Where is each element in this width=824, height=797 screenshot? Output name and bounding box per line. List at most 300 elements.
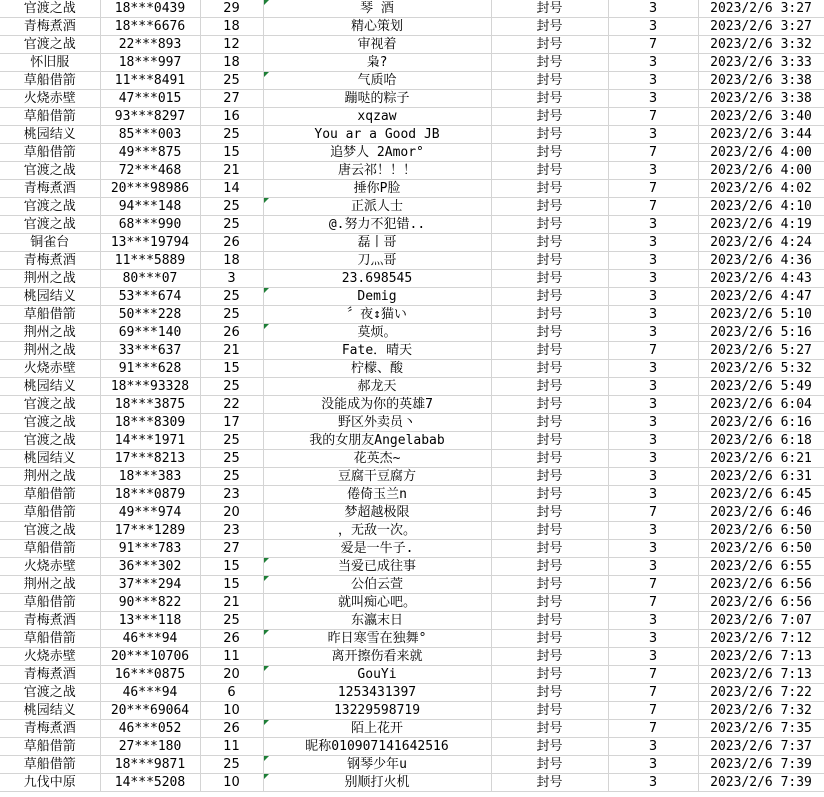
- action-cell[interactable]: 封号: [491, 774, 608, 792]
- timestamp-cell[interactable]: 2023/2/6 4:00: [698, 162, 824, 180]
- nickname-cell[interactable]: 郝龙天: [263, 378, 491, 396]
- action-cell[interactable]: 封号: [491, 108, 608, 126]
- level-cell[interactable]: 25: [200, 756, 263, 774]
- account-id-cell[interactable]: 11***8491: [100, 72, 200, 90]
- level-cell[interactable]: 10: [200, 774, 263, 792]
- account-id-cell[interactable]: 18***8309: [100, 414, 200, 432]
- level-cell[interactable]: 25: [200, 126, 263, 144]
- server-cell[interactable]: 青梅煮酒: [0, 252, 100, 270]
- level-cell[interactable]: 26: [200, 630, 263, 648]
- timestamp-cell[interactable]: 2023/2/6 5:16: [698, 324, 824, 342]
- ban-days-cell[interactable]: 3: [608, 522, 698, 540]
- ban-days-cell[interactable]: 7: [608, 108, 698, 126]
- action-cell[interactable]: 封号: [491, 450, 608, 468]
- action-cell[interactable]: 封号: [491, 666, 608, 684]
- account-id-cell[interactable]: 13***19794: [100, 234, 200, 252]
- timestamp-cell[interactable]: 2023/2/6 4:43: [698, 270, 824, 288]
- nickname-cell[interactable]: 当爱已成往事: [263, 558, 491, 576]
- level-cell[interactable]: 27: [200, 540, 263, 558]
- timestamp-cell[interactable]: 2023/2/6 7:13: [698, 666, 824, 684]
- action-cell[interactable]: 封号: [491, 540, 608, 558]
- account-id-cell[interactable]: 91***783: [100, 540, 200, 558]
- nickname-cell[interactable]: 枭?: [263, 54, 491, 72]
- nickname-cell[interactable]: 审视着: [263, 36, 491, 54]
- server-cell[interactable]: 官渡之战: [0, 414, 100, 432]
- account-id-cell[interactable]: 22***893: [100, 36, 200, 54]
- timestamp-cell[interactable]: 2023/2/6 5:27: [698, 342, 824, 360]
- level-cell[interactable]: 25: [200, 288, 263, 306]
- server-cell[interactable]: 荆州之战: [0, 324, 100, 342]
- account-id-cell[interactable]: 11***5889: [100, 252, 200, 270]
- ban-days-cell[interactable]: 7: [608, 594, 698, 612]
- ban-days-cell[interactable]: 3: [608, 306, 698, 324]
- nickname-cell[interactable]: ，无敌一次。: [263, 522, 491, 540]
- ban-days-cell[interactable]: 3: [608, 612, 698, 630]
- server-cell[interactable]: 草船借箭: [0, 540, 100, 558]
- ban-days-cell[interactable]: 3: [608, 414, 698, 432]
- account-id-cell[interactable]: 18***997: [100, 54, 200, 72]
- nickname-cell[interactable]: GouYi: [263, 666, 491, 684]
- action-cell[interactable]: 封号: [491, 216, 608, 234]
- server-cell[interactable]: 草船借箭: [0, 144, 100, 162]
- level-cell[interactable]: 25: [200, 72, 263, 90]
- server-cell[interactable]: 青梅煮酒: [0, 666, 100, 684]
- action-cell[interactable]: 封号: [491, 414, 608, 432]
- server-cell[interactable]: 桃园结义: [0, 378, 100, 396]
- ban-days-cell[interactable]: 3: [608, 18, 698, 36]
- ban-days-cell[interactable]: 7: [608, 666, 698, 684]
- server-cell[interactable]: 草船借箭: [0, 72, 100, 90]
- nickname-cell[interactable]: 柠檬、酸: [263, 360, 491, 378]
- level-cell[interactable]: 11: [200, 648, 263, 666]
- level-cell[interactable]: 6: [200, 684, 263, 702]
- level-cell[interactable]: 3: [200, 270, 263, 288]
- timestamp-cell[interactable]: 2023/2/6 4:19: [698, 216, 824, 234]
- ban-days-cell[interactable]: 3: [608, 162, 698, 180]
- ban-days-cell[interactable]: 3: [608, 270, 698, 288]
- timestamp-cell[interactable]: 2023/2/6 6:56: [698, 594, 824, 612]
- server-cell[interactable]: 草船借箭: [0, 738, 100, 756]
- timestamp-cell[interactable]: 2023/2/6 4:36: [698, 252, 824, 270]
- action-cell[interactable]: 封号: [491, 90, 608, 108]
- nickname-cell[interactable]: 磊丨哥: [263, 234, 491, 252]
- nickname-cell[interactable]: 蹦哒的粽子: [263, 90, 491, 108]
- timestamp-cell[interactable]: 2023/2/6 3:38: [698, 72, 824, 90]
- account-id-cell[interactable]: 72***468: [100, 162, 200, 180]
- action-cell[interactable]: 封号: [491, 720, 608, 738]
- level-cell[interactable]: 21: [200, 594, 263, 612]
- ban-days-cell[interactable]: 3: [608, 90, 698, 108]
- level-cell[interactable]: 11: [200, 738, 263, 756]
- nickname-cell[interactable]: xqzaw: [263, 108, 491, 126]
- nickname-cell[interactable]: 23.698545: [263, 270, 491, 288]
- ban-days-cell[interactable]: 3: [608, 0, 698, 18]
- level-cell[interactable]: 15: [200, 558, 263, 576]
- timestamp-cell[interactable]: 2023/2/6 6:45: [698, 486, 824, 504]
- timestamp-cell[interactable]: 2023/2/6 3:27: [698, 18, 824, 36]
- timestamp-cell[interactable]: 2023/2/6 6:50: [698, 540, 824, 558]
- nickname-cell[interactable]: 追梦人 2Amor°: [263, 144, 491, 162]
- ban-days-cell[interactable]: 3: [608, 432, 698, 450]
- level-cell[interactable]: 26: [200, 720, 263, 738]
- level-cell[interactable]: 23: [200, 486, 263, 504]
- server-cell[interactable]: 火烧赤壁: [0, 648, 100, 666]
- level-cell[interactable]: 12: [200, 36, 263, 54]
- server-cell[interactable]: 九伐中原: [0, 774, 100, 792]
- timestamp-cell[interactable]: 2023/2/6 6:21: [698, 450, 824, 468]
- server-cell[interactable]: 荆州之战: [0, 576, 100, 594]
- account-id-cell[interactable]: 93***8297: [100, 108, 200, 126]
- server-cell[interactable]: 官渡之战: [0, 36, 100, 54]
- action-cell[interactable]: 封号: [491, 306, 608, 324]
- timestamp-cell[interactable]: 2023/2/6 4:47: [698, 288, 824, 306]
- account-id-cell[interactable]: 18***6676: [100, 18, 200, 36]
- ban-days-cell[interactable]: 7: [608, 684, 698, 702]
- action-cell[interactable]: 封号: [491, 0, 608, 18]
- level-cell[interactable]: 21: [200, 342, 263, 360]
- ban-days-cell[interactable]: 3: [608, 54, 698, 72]
- action-cell[interactable]: 封号: [491, 54, 608, 72]
- timestamp-cell[interactable]: 2023/2/6 7:35: [698, 720, 824, 738]
- server-cell[interactable]: 官渡之战: [0, 216, 100, 234]
- server-cell[interactable]: 铜雀台: [0, 234, 100, 252]
- account-id-cell[interactable]: 20***98986: [100, 180, 200, 198]
- nickname-cell[interactable]: 就叫痴心吧。: [263, 594, 491, 612]
- nickname-cell[interactable]: 爱是一牛子.: [263, 540, 491, 558]
- timestamp-cell[interactable]: 2023/2/6 7:37: [698, 738, 824, 756]
- account-id-cell[interactable]: 49***974: [100, 504, 200, 522]
- nickname-cell[interactable]: 花英杰~: [263, 450, 491, 468]
- action-cell[interactable]: 封号: [491, 198, 608, 216]
- level-cell[interactable]: 23: [200, 522, 263, 540]
- account-id-cell[interactable]: 18***3875: [100, 396, 200, 414]
- action-cell[interactable]: 封号: [491, 756, 608, 774]
- account-id-cell[interactable]: 94***148: [100, 198, 200, 216]
- level-cell[interactable]: 27: [200, 90, 263, 108]
- account-id-cell[interactable]: 14***1971: [100, 432, 200, 450]
- action-cell[interactable]: 封号: [491, 576, 608, 594]
- timestamp-cell[interactable]: 2023/2/6 6:55: [698, 558, 824, 576]
- server-cell[interactable]: 青梅煮酒: [0, 18, 100, 36]
- account-id-cell[interactable]: 46***94: [100, 684, 200, 702]
- account-id-cell[interactable]: 49***875: [100, 144, 200, 162]
- nickname-cell[interactable]: 琴 酒: [263, 0, 491, 18]
- timestamp-cell[interactable]: 2023/2/6 3:27: [698, 0, 824, 18]
- account-id-cell[interactable]: 18***93328: [100, 378, 200, 396]
- nickname-cell[interactable]: 我的女朋友Angelabab: [263, 432, 491, 450]
- level-cell[interactable]: 17: [200, 414, 263, 432]
- action-cell[interactable]: 封号: [491, 378, 608, 396]
- ban-days-cell[interactable]: 3: [608, 486, 698, 504]
- nickname-cell[interactable]: 东瀛末日: [263, 612, 491, 630]
- ban-days-cell[interactable]: 3: [608, 216, 698, 234]
- ban-days-cell[interactable]: 7: [608, 504, 698, 522]
- nickname-cell[interactable]: @.努力不犯错..: [263, 216, 491, 234]
- nickname-cell[interactable]: You ar a Good JB: [263, 126, 491, 144]
- level-cell[interactable]: 15: [200, 360, 263, 378]
- nickname-cell[interactable]: 离开擦伤看来就: [263, 648, 491, 666]
- timestamp-cell[interactable]: 2023/2/6 7:32: [698, 702, 824, 720]
- server-cell[interactable]: 桃园结义: [0, 126, 100, 144]
- timestamp-cell[interactable]: 2023/2/6 5:49: [698, 378, 824, 396]
- action-cell[interactable]: 封号: [491, 270, 608, 288]
- ban-days-cell[interactable]: 3: [608, 360, 698, 378]
- account-id-cell[interactable]: 37***294: [100, 576, 200, 594]
- account-id-cell[interactable]: 13***118: [100, 612, 200, 630]
- timestamp-cell[interactable]: 2023/2/6 3:40: [698, 108, 824, 126]
- server-cell[interactable]: 荆州之战: [0, 342, 100, 360]
- ban-days-cell[interactable]: 7: [608, 576, 698, 594]
- server-cell[interactable]: 火烧赤壁: [0, 90, 100, 108]
- ban-days-cell[interactable]: 7: [608, 342, 698, 360]
- ban-days-cell[interactable]: 3: [608, 378, 698, 396]
- nickname-cell[interactable]: 13229598719: [263, 702, 491, 720]
- ban-days-cell[interactable]: 3: [608, 756, 698, 774]
- ban-days-cell[interactable]: 3: [608, 126, 698, 144]
- level-cell[interactable]: 25: [200, 612, 263, 630]
- action-cell[interactable]: 封号: [491, 18, 608, 36]
- account-id-cell[interactable]: 91***628: [100, 360, 200, 378]
- level-cell[interactable]: 16: [200, 108, 263, 126]
- timestamp-cell[interactable]: 2023/2/6 4:00: [698, 144, 824, 162]
- level-cell[interactable]: 18: [200, 252, 263, 270]
- nickname-cell[interactable]: 莫烦。: [263, 324, 491, 342]
- action-cell[interactable]: 封号: [491, 558, 608, 576]
- timestamp-cell[interactable]: 2023/2/6 3:32: [698, 36, 824, 54]
- level-cell[interactable]: 25: [200, 432, 263, 450]
- account-id-cell[interactable]: 27***180: [100, 738, 200, 756]
- account-id-cell[interactable]: 20***69064: [100, 702, 200, 720]
- server-cell[interactable]: 草船借箭: [0, 504, 100, 522]
- server-cell[interactable]: 官渡之战: [0, 432, 100, 450]
- level-cell[interactable]: 25: [200, 198, 263, 216]
- server-cell[interactable]: 荆州之战: [0, 270, 100, 288]
- account-id-cell[interactable]: 18***9871: [100, 756, 200, 774]
- timestamp-cell[interactable]: 2023/2/6 6:56: [698, 576, 824, 594]
- account-id-cell[interactable]: 47***015: [100, 90, 200, 108]
- nickname-cell[interactable]: 梦超越极限: [263, 504, 491, 522]
- timestamp-cell[interactable]: 2023/2/6 3:38: [698, 90, 824, 108]
- nickname-cell[interactable]: 精心策划: [263, 18, 491, 36]
- nickname-cell[interactable]: 钢琴少年u: [263, 756, 491, 774]
- nickname-cell[interactable]: Demig: [263, 288, 491, 306]
- ban-days-cell[interactable]: 7: [608, 720, 698, 738]
- timestamp-cell[interactable]: 2023/2/6 3:44: [698, 126, 824, 144]
- action-cell[interactable]: 封号: [491, 324, 608, 342]
- level-cell[interactable]: 14: [200, 180, 263, 198]
- account-id-cell[interactable]: 46***94: [100, 630, 200, 648]
- nickname-cell[interactable]: 唐云祁！！！: [263, 162, 491, 180]
- server-cell[interactable]: 桃园结义: [0, 288, 100, 306]
- server-cell[interactable]: 官渡之战: [0, 198, 100, 216]
- ban-days-cell[interactable]: 3: [608, 72, 698, 90]
- timestamp-cell[interactable]: 2023/2/6 7:07: [698, 612, 824, 630]
- action-cell[interactable]: 封号: [491, 342, 608, 360]
- server-cell[interactable]: 官渡之战: [0, 684, 100, 702]
- action-cell[interactable]: 封号: [491, 252, 608, 270]
- server-cell[interactable]: 官渡之战: [0, 162, 100, 180]
- ban-days-cell[interactable]: 3: [608, 288, 698, 306]
- timestamp-cell[interactable]: 2023/2/6 7:12: [698, 630, 824, 648]
- level-cell[interactable]: 18: [200, 54, 263, 72]
- action-cell[interactable]: 封号: [491, 36, 608, 54]
- nickname-cell[interactable]: 公伯云萱: [263, 576, 491, 594]
- ban-days-cell[interactable]: 3: [608, 450, 698, 468]
- level-cell[interactable]: 22: [200, 396, 263, 414]
- action-cell[interactable]: 封号: [491, 612, 608, 630]
- account-id-cell[interactable]: 46***052: [100, 720, 200, 738]
- ban-days-cell[interactable]: 3: [608, 252, 698, 270]
- account-id-cell[interactable]: 50***228: [100, 306, 200, 324]
- action-cell[interactable]: 封号: [491, 72, 608, 90]
- level-cell[interactable]: 15: [200, 576, 263, 594]
- ban-days-cell[interactable]: 7: [608, 180, 698, 198]
- level-cell[interactable]: 29: [200, 0, 263, 18]
- server-cell[interactable]: 荆州之战: [0, 468, 100, 486]
- action-cell[interactable]: 封号: [491, 432, 608, 450]
- server-cell[interactable]: 青梅煮酒: [0, 612, 100, 630]
- account-id-cell[interactable]: 68***990: [100, 216, 200, 234]
- server-cell[interactable]: 桃园结义: [0, 702, 100, 720]
- nickname-cell[interactable]: 豆腐干豆腐方: [263, 468, 491, 486]
- action-cell[interactable]: 封号: [491, 162, 608, 180]
- server-cell[interactable]: 火烧赤壁: [0, 360, 100, 378]
- nickname-cell[interactable]: 刀灬哥: [263, 252, 491, 270]
- account-id-cell[interactable]: 17***1289: [100, 522, 200, 540]
- account-id-cell[interactable]: 18***383: [100, 468, 200, 486]
- action-cell[interactable]: 封号: [491, 288, 608, 306]
- account-id-cell[interactable]: 18***0439: [100, 0, 200, 18]
- server-cell[interactable]: 草船借箭: [0, 756, 100, 774]
- action-cell[interactable]: 封号: [491, 144, 608, 162]
- nickname-cell[interactable]: 〞夜↕猫い: [263, 306, 491, 324]
- ban-days-cell[interactable]: 3: [608, 234, 698, 252]
- account-id-cell[interactable]: 14***5208: [100, 774, 200, 792]
- action-cell[interactable]: 封号: [491, 594, 608, 612]
- action-cell[interactable]: 封号: [491, 522, 608, 540]
- level-cell[interactable]: 10: [200, 702, 263, 720]
- ban-days-cell[interactable]: 3: [608, 396, 698, 414]
- nickname-cell[interactable]: 昨日寒雪在独舞°: [263, 630, 491, 648]
- action-cell[interactable]: 封号: [491, 180, 608, 198]
- level-cell[interactable]: 26: [200, 234, 263, 252]
- level-cell[interactable]: 25: [200, 216, 263, 234]
- nickname-cell[interactable]: 捶你P脸: [263, 180, 491, 198]
- nickname-cell[interactable]: 昵称010907141642516: [263, 738, 491, 756]
- ban-days-cell[interactable]: 3: [608, 738, 698, 756]
- server-cell[interactable]: 草船借箭: [0, 594, 100, 612]
- account-id-cell[interactable]: 53***674: [100, 288, 200, 306]
- timestamp-cell[interactable]: 2023/2/6 6:31: [698, 468, 824, 486]
- account-id-cell[interactable]: 90***822: [100, 594, 200, 612]
- nickname-cell[interactable]: 野区外卖员丶: [263, 414, 491, 432]
- account-id-cell[interactable]: 85***003: [100, 126, 200, 144]
- account-id-cell[interactable]: 18***0879: [100, 486, 200, 504]
- ban-days-cell[interactable]: 7: [608, 198, 698, 216]
- timestamp-cell[interactable]: 2023/2/6 7:39: [698, 756, 824, 774]
- action-cell[interactable]: 封号: [491, 486, 608, 504]
- level-cell[interactable]: 25: [200, 378, 263, 396]
- timestamp-cell[interactable]: 2023/2/6 4:10: [698, 198, 824, 216]
- timestamp-cell[interactable]: 2023/2/6 5:32: [698, 360, 824, 378]
- timestamp-cell[interactable]: 2023/2/6 5:10: [698, 306, 824, 324]
- timestamp-cell[interactable]: 2023/2/6 6:04: [698, 396, 824, 414]
- action-cell[interactable]: 封号: [491, 648, 608, 666]
- timestamp-cell[interactable]: 2023/2/6 4:24: [698, 234, 824, 252]
- level-cell[interactable]: 18: [200, 18, 263, 36]
- ban-days-cell[interactable]: 3: [608, 468, 698, 486]
- action-cell[interactable]: 封号: [491, 468, 608, 486]
- action-cell[interactable]: 封号: [491, 684, 608, 702]
- server-cell[interactable]: 草船借箭: [0, 306, 100, 324]
- nickname-cell[interactable]: Fate．晴天: [263, 342, 491, 360]
- ban-days-cell[interactable]: 7: [608, 702, 698, 720]
- account-id-cell[interactable]: 36***302: [100, 558, 200, 576]
- timestamp-cell[interactable]: 2023/2/6 7:39: [698, 774, 824, 792]
- nickname-cell[interactable]: 气质哈: [263, 72, 491, 90]
- ban-days-cell[interactable]: 3: [608, 648, 698, 666]
- account-id-cell[interactable]: 69***140: [100, 324, 200, 342]
- action-cell[interactable]: 封号: [491, 504, 608, 522]
- timestamp-cell[interactable]: 2023/2/6 7:22: [698, 684, 824, 702]
- level-cell[interactable]: 25: [200, 306, 263, 324]
- timestamp-cell[interactable]: 2023/2/6 6:18: [698, 432, 824, 450]
- action-cell[interactable]: 封号: [491, 360, 608, 378]
- ban-days-cell[interactable]: 3: [608, 324, 698, 342]
- level-cell[interactable]: 25: [200, 450, 263, 468]
- level-cell[interactable]: 15: [200, 144, 263, 162]
- timestamp-cell[interactable]: 2023/2/6 3:33: [698, 54, 824, 72]
- timestamp-cell[interactable]: 2023/2/6 6:16: [698, 414, 824, 432]
- server-cell[interactable]: 草船借箭: [0, 108, 100, 126]
- server-cell[interactable]: 怀旧服: [0, 54, 100, 72]
- server-cell[interactable]: 青梅煮酒: [0, 720, 100, 738]
- action-cell[interactable]: 封号: [491, 126, 608, 144]
- action-cell[interactable]: 封号: [491, 234, 608, 252]
- server-cell[interactable]: 官渡之战: [0, 0, 100, 18]
- level-cell[interactable]: 20: [200, 504, 263, 522]
- nickname-cell[interactable]: 1253431397: [263, 684, 491, 702]
- server-cell[interactable]: 草船借箭: [0, 486, 100, 504]
- nickname-cell[interactable]: 正派人士: [263, 198, 491, 216]
- nickname-cell[interactable]: 陌上花开: [263, 720, 491, 738]
- server-cell[interactable]: 官渡之战: [0, 396, 100, 414]
- nickname-cell[interactable]: 别顺打火机: [263, 774, 491, 792]
- action-cell[interactable]: 封号: [491, 738, 608, 756]
- ban-days-cell[interactable]: 3: [608, 630, 698, 648]
- server-cell[interactable]: 桃园结义: [0, 450, 100, 468]
- ban-days-cell[interactable]: 3: [608, 558, 698, 576]
- server-cell[interactable]: 火烧赤壁: [0, 558, 100, 576]
- timestamp-cell[interactable]: 2023/2/6 6:46: [698, 504, 824, 522]
- level-cell[interactable]: 26: [200, 324, 263, 342]
- ban-days-cell[interactable]: 7: [608, 144, 698, 162]
- account-id-cell[interactable]: 80***07: [100, 270, 200, 288]
- ban-days-cell[interactable]: 7: [608, 36, 698, 54]
- level-cell[interactable]: 21: [200, 162, 263, 180]
- account-id-cell[interactable]: 16***0875: [100, 666, 200, 684]
- timestamp-cell[interactable]: 2023/2/6 7:13: [698, 648, 824, 666]
- server-cell[interactable]: 青梅煮酒: [0, 180, 100, 198]
- timestamp-cell[interactable]: 2023/2/6 6:50: [698, 522, 824, 540]
- account-id-cell[interactable]: 33***637: [100, 342, 200, 360]
- nickname-cell[interactable]: 没能成为你的英雄7: [263, 396, 491, 414]
- action-cell[interactable]: 封号: [491, 702, 608, 720]
- account-id-cell[interactable]: 20***10706: [100, 648, 200, 666]
- ban-days-cell[interactable]: 3: [608, 774, 698, 792]
- action-cell[interactable]: 封号: [491, 630, 608, 648]
- timestamp-cell[interactable]: 2023/2/6 4:02: [698, 180, 824, 198]
